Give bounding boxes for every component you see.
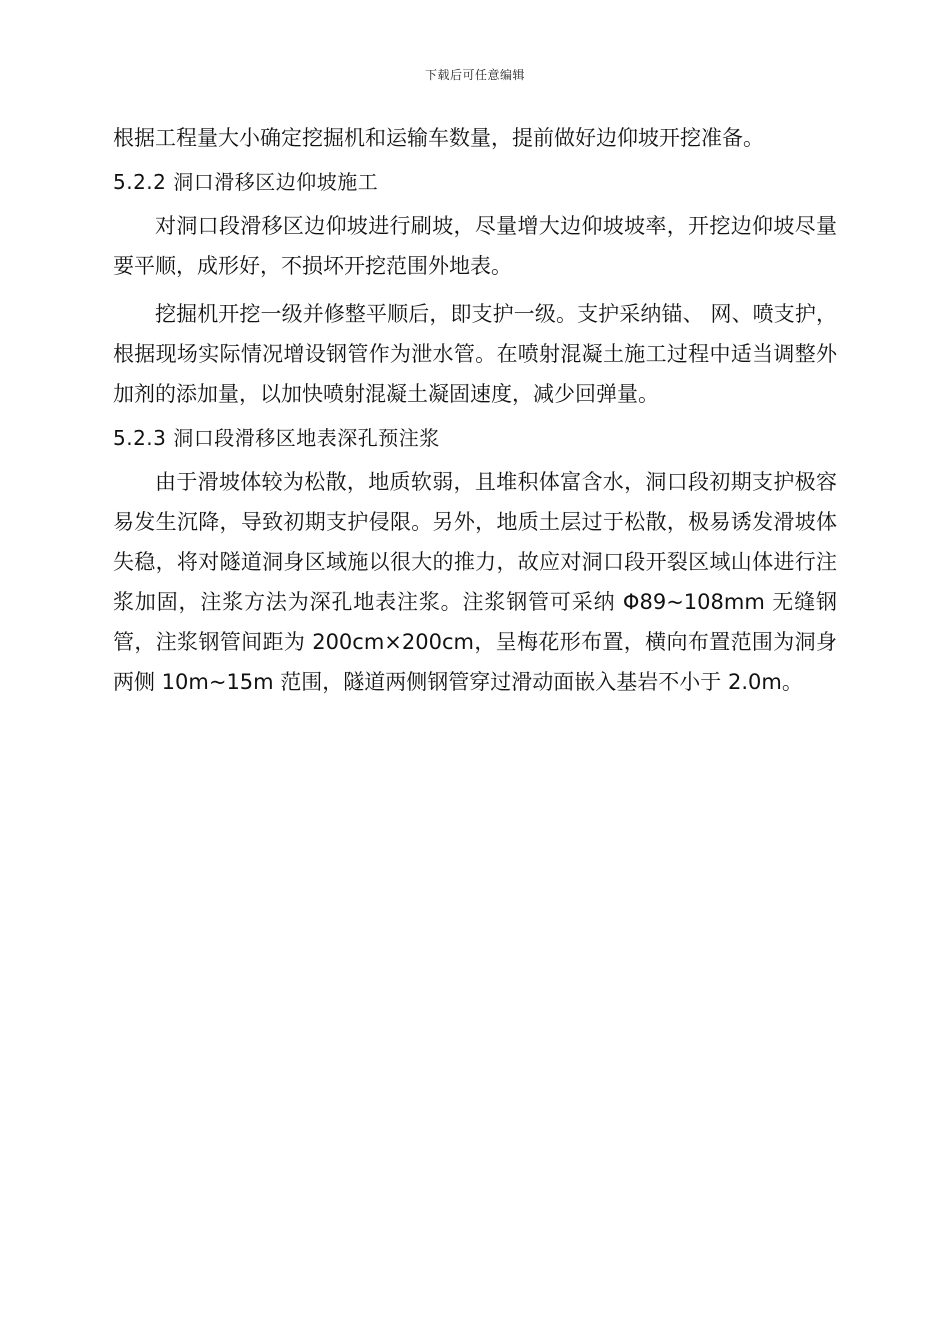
paragraph-4: 由于滑坡体较为松散，地质软弱，且堆积体富含水，洞口段初期支护极容易发生沉降，导致初期支护侵限。另外，地质土层过于松散，极易诱发滑坡体失稳，将对隧道洞身区域施以很大的推力，故应对洞口段开裂区域山体进行注浆加固，注浆方法为深孔地表注浆。注浆钢管可采纳 Φ89~108mm 无缝钢管，注浆钢管间距为 200cm×200cm，呈梅花形布置，横向布置范围为洞身两侧 10m~15m 范围，隧道两侧钢管穿过滑动面嵌入基岩不小于 2.0m。 <box>113 470 837 694</box>
paragraph-1: 根据工程量大小确定挖掘机和运输车数量，提前做好边仰坡开挖准备。 <box>113 126 764 150</box>
section-heading-5-2-3: 5.2.3 洞口段滑移区地表深孔预注浆 <box>113 426 440 450</box>
paragraph-2: 对洞口段滑移区边仰坡进行刷坡，尽量增大边仰坡坡率，开挖边仰坡尽量要平顺，成形好，不损坏开挖范围外地表。 <box>113 214 837 278</box>
header-note: 下载后可任意编辑 <box>424 68 525 82</box>
section-heading-5-2-2: 5.2.2 洞口滑移区边仰坡施工 <box>113 170 379 194</box>
document-body <box>113 118 837 702</box>
paragraph-3: 挖掘机开挖一级并修整平顺后，即支护一级。支护采纳锚、 网、喷支护，根据现场实际情况增设钢管作为泄水管。在喷射混凝土施工过程中适当调整外加剂的添加量，以加快喷射混凝土凝固速度，减少回弹量。 <box>113 302 837 406</box>
